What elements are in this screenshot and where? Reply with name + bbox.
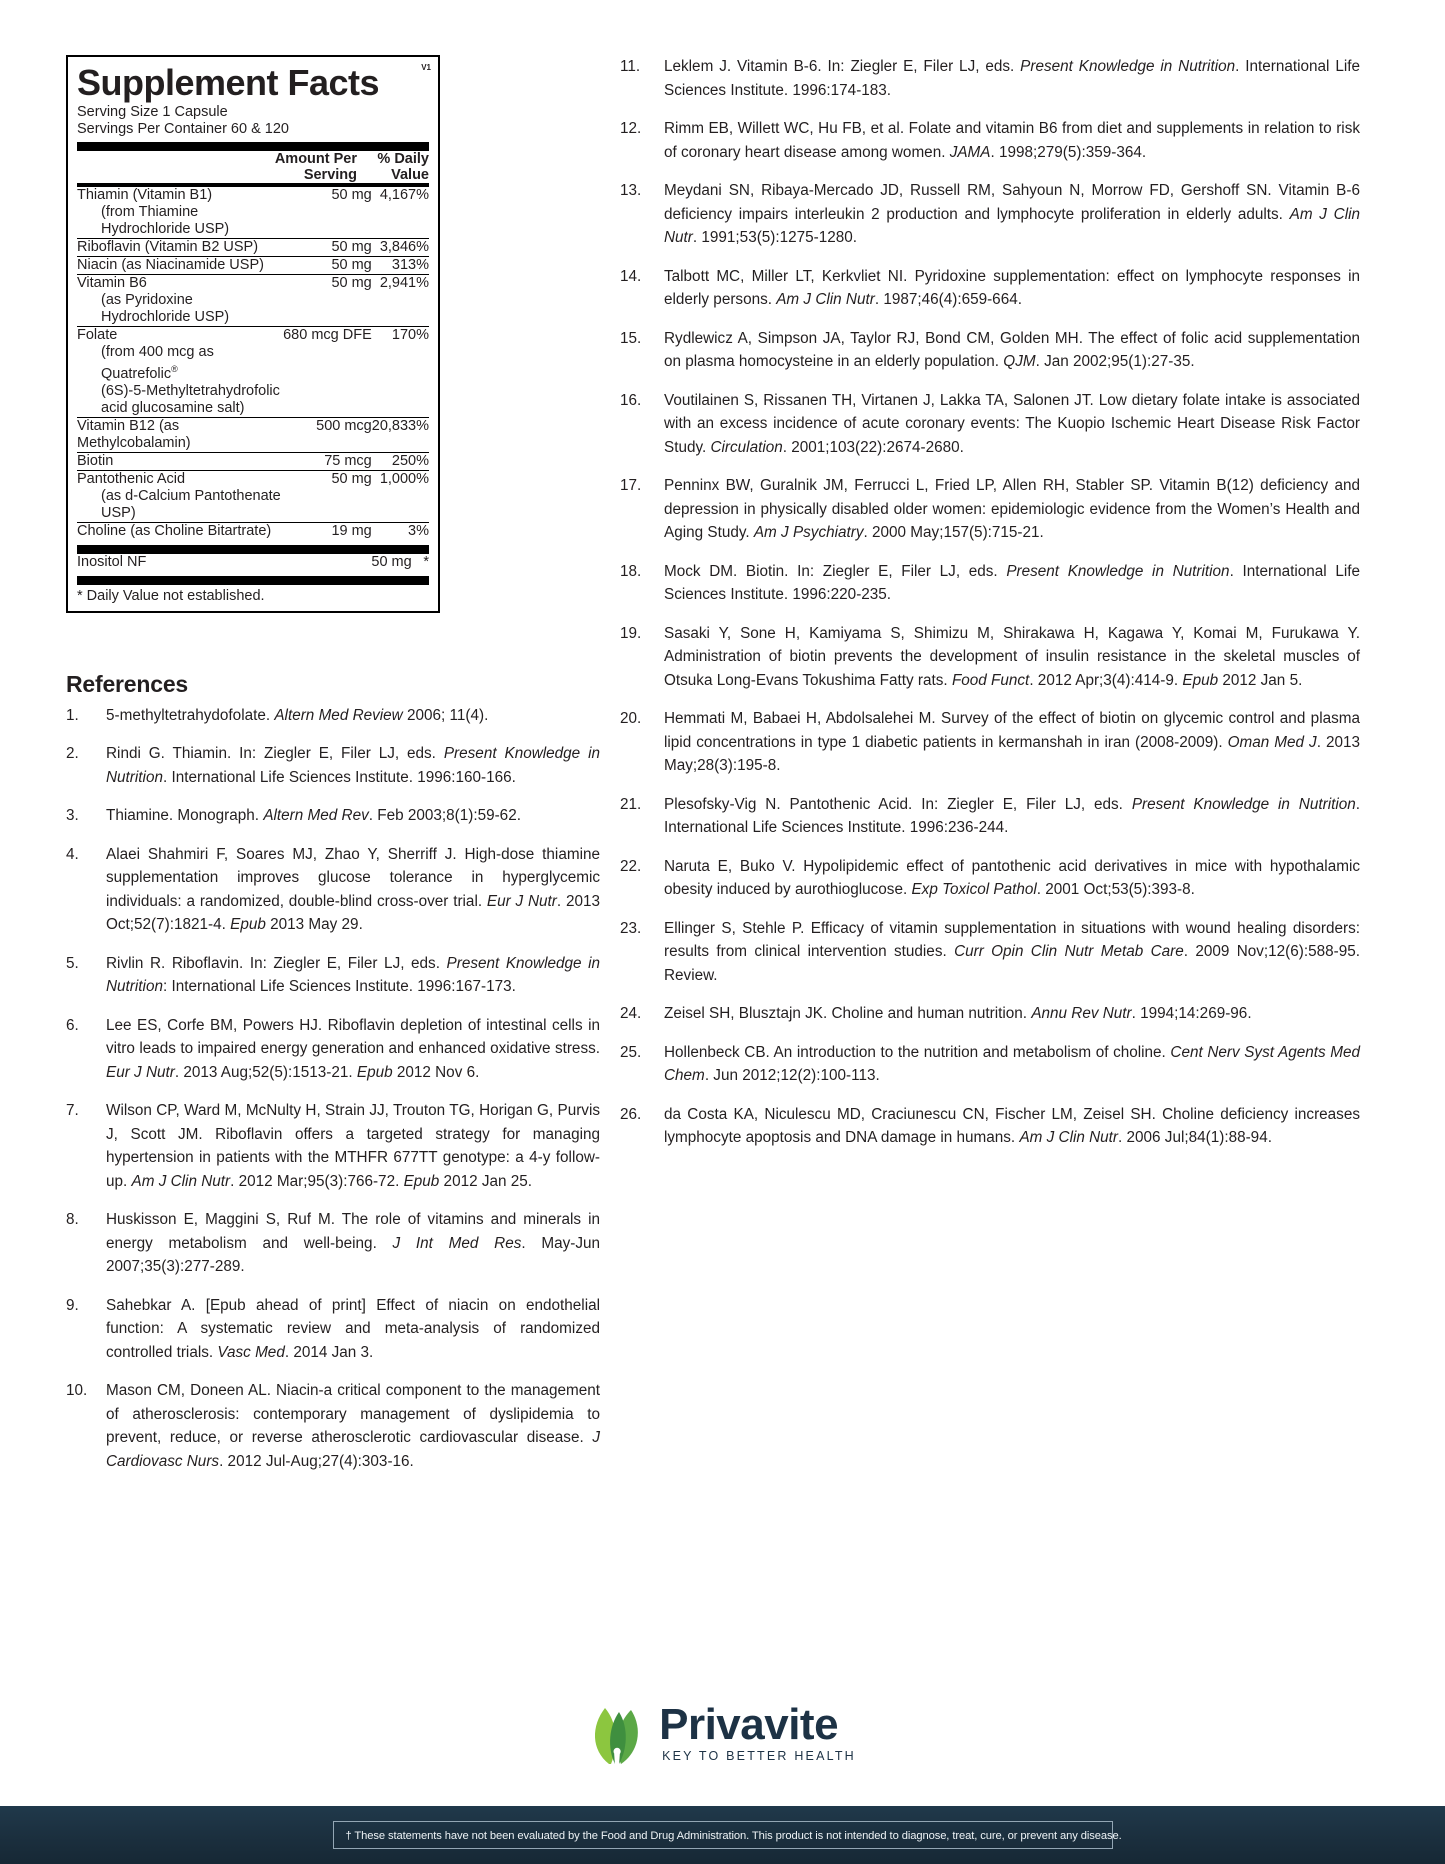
brand-logo-text: [659, 1700, 856, 1764]
reference-item: [620, 622, 1360, 693]
reference-text: Lee ES, Corfe BM, Powers HJ. Riboflavin depletion of intestinal cells in vitro leads to impaired energy generation and enhanced oxidative stress. Eur J Nutr. 2013 Aug;52(5):1513-21. Epub 2012 Nov 6.: [106, 1016, 600, 1081]
nutrient-name: Folate (from 400 mcg as Quatrefolic® (6S)-5-Methyltetrahydrofolic acid glucosamine salt): [77, 327, 283, 417]
reference-item: [66, 1014, 600, 1085]
nutrient-amount: 50 mg: [371, 553, 412, 570]
reference-item: [66, 952, 600, 999]
reference-item: [620, 1002, 1360, 1026]
reference-number: 24.: [620, 1005, 642, 1022]
reference-number: 16.: [620, 391, 642, 409]
nutrient-daily-value: 3%: [408, 522, 429, 539]
nutrient-amount: 50 mg: [331, 257, 372, 273]
nutrient-daily-value: 250%: [391, 452, 429, 469]
reference-text: Alaei Shahmiri F, Soares MJ, Zhao Y, Sherriff J. High-dose thiamine supplementation improves glucose tolerance in hyperglycemic individuals: a randomized, double-blind cross-over trial. Eur J Nutr. 2013 Oct;52(7):1821-4. Epub 2013 May 29.: [106, 845, 600, 934]
reference-text: Meydani SN, Ribaya-Mercado JD, Russell RM, Sahyoun N, Morrow FD, Gershoff SN. Vitamin B-6 deficiency impairs interleukin 2 production and lymphocyte proliferation in elderly adults. Am J Clin Nutr. 1991;53(5):1275-1280.: [664, 182, 1361, 246]
reference-text: Ellinger S, Stehle P. Efficacy of vitamin supplementation in situations with wound healing disorders: results from clinical intervention studies. Curr Opin Clin Nutr Metab Care. 2009 Nov;12(6):588-95. Review.: [664, 919, 1361, 984]
reference-number: 6.: [66, 1016, 79, 1034]
brand-logo-area: [0, 1700, 1445, 1766]
nutrient-name: Choline (as Choline Bitartrate): [77, 522, 272, 539]
header-dv-line1: % Daily: [377, 151, 429, 167]
references-heading: References: [66, 670, 189, 697]
reference-text: Hemmati M, Babaei H, Abdolsalehei M. Survey of the effect of biotin on glycemic control and plasma lipid concentrations in type 1 diabetic patients in kermanshah in iran (2008-2009). Oman Med J. 2013 May;28(3):195-8.: [664, 710, 1360, 774]
nutrient-row: [77, 418, 429, 452]
reference-text: Rivlin R. Riboflavin. In: Ziegler E, Filer LJ, eds. Present Knowledge in Nutrition: International Life Sciences Institute. 1996:167-173.: [106, 954, 600, 996]
divider-thick-bottom: [77, 576, 429, 585]
nutrient-amount: 50 mg: [331, 275, 372, 291]
reference-text: Rimm EB, Willett WC, Hu FB, et al. Folate and vitamin B6 from diet and supplements in relation to risk of coronary heart disease among women. JAMA. 1998;279(5):359-364.: [664, 120, 1360, 161]
reference-text: Sahebkar A. [Epub ahead of print] Effect of niacin on endothelial function: A systematic review and meta-analysis of randomized controlled trials. Vasc Med. 2014 Jan 3.: [106, 1296, 600, 1361]
reference-item: [620, 855, 1360, 902]
reference-item: [620, 793, 1360, 840]
reference-number: 20.: [620, 710, 642, 727]
reference-text: Mason CM, Doneen AL. Niacin-a critical component to the management of atherosclerosis: contemporary management of dyslipidemia to prevent, reduce, or reverse atherosclerotic cardiovascular disease. J Cardiovasc Nurs. 2012 Jul-Aug;27(4):303-16.: [106, 1382, 600, 1470]
reference-item: [66, 804, 600, 828]
disclaimer-text: † These statements have not been evaluated by the Food and Drug Administration. This product is not intended to diagnose, treat, cure, or prevent any disease.: [345, 1830, 1122, 1842]
reference-text: Thiamine. Monograph. Altern Med Rev. Feb 2003;8(1):59-62.: [106, 807, 521, 825]
nutrient-row: [77, 239, 429, 256]
nutrient-daily-value: *: [423, 553, 429, 570]
nutrient-name: Inositol NF: [77, 553, 147, 570]
reference-item: [620, 179, 1360, 250]
header-dv-line2: Value: [391, 167, 429, 183]
reference-text: Penninx BW, Guralnik JM, Ferrucci L, Fried LP, Allen RH, Stabler SP. Vitamin B(12) deficiency and depression in physically disabled older women: epidemiologic evidence from the Women’s Health and Aging Study. Am J Psychiatry. 2000 May;157(5):715-21.: [664, 477, 1360, 541]
reference-number: 21.: [620, 795, 642, 813]
reference-text: 5-methyltetrahydofolate. Altern Med Review 2006; 11(4).: [106, 706, 489, 724]
reference-text: Rindi G. Thiamin. In: Ziegler E, Filer LJ, eds. Present Knowledge in Nutrition. International Life Sciences Institute. 1996:160-166.: [106, 745, 600, 786]
nutrient-amount: 50 mg: [331, 470, 372, 487]
footnote-daily-value: * Daily Value not established.: [77, 587, 265, 604]
nutrient-amount: 50 mg: [331, 239, 372, 255]
reference-number: 3.: [66, 807, 79, 825]
reference-item: [66, 1294, 600, 1365]
header-amount-line1: Amount Per: [274, 151, 357, 167]
reference-item: [620, 327, 1360, 374]
reference-item: [620, 55, 1360, 102]
reference-item: [620, 1103, 1360, 1150]
header-amount-line2: Serving: [303, 167, 357, 183]
reference-item: [620, 560, 1360, 607]
nutrient-name: Vitamin B12 (as Methylcobalamin): [77, 417, 191, 451]
nutrient-name: Niacin (as Niacinamide USP): [77, 257, 264, 273]
version-tag: V1: [421, 63, 431, 72]
right-column: [620, 55, 1445, 1473]
nutrient-daily-value: 2,941%: [379, 275, 429, 291]
nutrient-daily-value: 1,000%: [379, 470, 429, 487]
nutrient-source: (from 400 mcg as Quatrefolic®: [101, 344, 214, 382]
divider-thick-mid: [77, 545, 429, 554]
reference-item: [66, 1379, 600, 1473]
references-list-column2: [620, 55, 1360, 1150]
reference-text: Mock DM. Biotin. In: Ziegler E, Filer LJ, eds. Present Knowledge in Nutrition. International Life Sciences Institute. 1996:220-235.: [664, 562, 1361, 603]
reference-text: Wilson CP, Ward M, McNulty H, Strain JJ, Trouton TG, Horigan G, Purvis J, Scott JM. Riboflavin offers a targeted strategy for managing hypertension in patients with the MTHFR 677TT genotype: a 4-y follow-up. Am J Clin Nutr. 2012 Mar;95(3):766-72. Epub 2012 Jan 25.: [106, 1102, 600, 1190]
brand-tagline: KEY TO BETTER HEALTH: [662, 1749, 856, 1764]
reference-number: 18.: [620, 562, 642, 580]
reference-number: 1.: [66, 706, 79, 724]
nutrient-name: Pantothenic Acid (as d-Calcium Pantothenate USP): [77, 471, 283, 522]
nutrient-rows-below-bar: [77, 554, 429, 571]
reference-text: Huskisson E, Maggini S, Ruf M. The role of vitamins and minerals in energy metabolism and well-being. J Int Med Res. May-Jun 2007;35(3):277-289.: [106, 1211, 600, 1276]
reference-text: Rydlewicz A, Simpson JA, Taylor RJ, Bond CM, Golden MH. The effect of folic acid supplementation on plasma homocysteine in an elderly population. QJM. Jan 2002;95(1):27-35.: [664, 329, 1360, 370]
header-daily-value: [357, 151, 429, 183]
reference-number: 22.: [620, 857, 642, 875]
reference-number: 26.: [620, 1105, 642, 1123]
header-spacer: [77, 151, 245, 183]
reference-item: [620, 1041, 1360, 1088]
nutrient-amount: 50 mg: [331, 187, 372, 203]
nutrition-table: [77, 151, 429, 183]
nutrient-name: Biotin: [77, 452, 114, 469]
reference-number: 9.: [66, 1296, 79, 1314]
footer-bar: [0, 1806, 1445, 1864]
reference-item: [66, 704, 600, 728]
nutrient-row: [77, 471, 429, 522]
nutrient-daily-value: 20,833%: [371, 417, 429, 434]
reference-item: [620, 474, 1360, 545]
nutrient-source: (as d-Calcium Pantothenate USP): [101, 487, 281, 521]
brand-logo: [589, 1700, 856, 1766]
servings-per-container: Servings Per Container 60 & 120: [77, 120, 289, 137]
nutrient-row: [77, 275, 429, 326]
nutrient-amount: 680 mcg DFE: [283, 327, 372, 343]
serving-size: Serving Size 1 Capsule: [77, 104, 228, 120]
reference-number: 19.: [620, 624, 642, 642]
reference-item: [620, 707, 1360, 778]
nutrient-daily-value: 3,846%: [379, 239, 429, 255]
nutrient-rows: [77, 187, 429, 540]
divider-thick-top: [77, 142, 429, 151]
reference-item: [620, 265, 1360, 312]
nutrient-name: Vitamin B6 (as Pyridoxine Hydrochloride USP): [77, 275, 283, 326]
reference-text: Sasaki Y, Sone H, Kamiyama S, Shimizu M, Shirakawa H, Kagawa Y, Komai M, Furukawa Y. Administration of biotin prevents the development of insulin resistance in the skeletal muscles of Otsuka Long-Evans Tokushima Fatty rats. Food Funct. 2012 Apr;3(4):414-9. Epub 2012 Jan 5.: [664, 624, 1360, 689]
reference-number: 17.: [620, 477, 642, 494]
reference-item: [66, 843, 600, 937]
left-column: [0, 55, 620, 1473]
reference-number: 14.: [620, 267, 642, 285]
reference-number: 2.: [66, 745, 79, 763]
header-amount: [245, 151, 357, 183]
reference-number: 23.: [620, 919, 642, 937]
disclaimer-box: [333, 1821, 1122, 1849]
reference-text: Zeisel SH, Blusztajn JK. Choline and human nutrition. Annu Rev Nutr. 1994;14:269-96.: [664, 1005, 1252, 1022]
nutrient-name: Riboflavin (Vitamin B2 USP): [77, 239, 259, 255]
reference-text: Hollenbeck CB. An introduction to the nutrition and metabolism of choline. Cent Nerv Syst Agents Med Chem. Jun 2012;12(2):100-113.: [664, 1043, 1361, 1084]
reference-item: [620, 389, 1360, 460]
reference-number: 12.: [620, 120, 642, 137]
leaf-logo-icon: [589, 1700, 651, 1766]
reference-item: [620, 117, 1360, 164]
brand-name: Privavite: [659, 1700, 839, 1750]
table-header-row: [77, 151, 429, 183]
supplement-facts-title: Supplement Facts: [77, 62, 380, 103]
reference-number: 25.: [620, 1043, 642, 1061]
nutrient-name: Thiamin (Vitamin B1) (from Thiamine Hydrochloride USP): [77, 187, 283, 238]
nutrient-daily-value: 313%: [391, 257, 429, 273]
reference-item: [66, 1099, 600, 1193]
nutrient-source: (from Thiamine Hydrochloride USP): [101, 204, 230, 237]
nutrient-amount: 19 mg: [331, 522, 372, 539]
nutrient-row: [77, 257, 429, 274]
reference-number: 4.: [66, 845, 79, 863]
nutrient-amount: 75 mcg: [324, 452, 372, 469]
reference-text: Voutilainen S, Rissanen TH, Virtanen J, Lakka TA, Salonen JT. Low dietary folate intake is associated with an excess incidence of acute coronary events: The Kuopio Ischemic Heart Disease Risk Factor Study. Circulation. 2001;103(22):2674-2680.: [664, 391, 1360, 456]
reference-number: 15.: [620, 329, 642, 347]
nutrient-row: [77, 327, 429, 417]
reference-text: Leklem J. Vitamin B-6. In: Ziegler E, Filer LJ, eds. Present Knowledge in Nutrition. International Life Sciences Institute. 1996:174-183.: [664, 58, 1361, 99]
nutrient-source-2: (6S)-5-Methyltetrahydrofolic acid glucosamine salt): [101, 382, 280, 416]
reference-number: 8.: [66, 1211, 79, 1229]
reference-item: [66, 742, 600, 789]
references-list-column1: [66, 704, 600, 1474]
reference-number: 10.: [66, 1382, 88, 1400]
nutrient-daily-value: 4,167%: [379, 187, 429, 203]
reference-text: Plesofsky-Vig N. Pantothenic Acid. In: Ziegler E, Filer LJ, eds. Present Knowledge in Nutrition. International Life Sciences Institute. 1996:236-244.: [664, 795, 1361, 836]
nutrient-row: [77, 187, 429, 238]
reference-number: 7.: [66, 1102, 79, 1120]
reference-text: Talbott MC, Miller LT, Kerkvliet NI. Pyridoxine supplementation: effect on lymphocyte responses in elderly persons. Am J Clin Nutr. 1987;46(4):659-664.: [664, 267, 1360, 308]
nutrient-row: [77, 453, 429, 470]
nutrient-source: (as Pyridoxine Hydrochloride USP): [101, 292, 230, 325]
nutrient-row: [77, 554, 429, 571]
reference-text: Naruta E, Buko V. Hypolipidemic effect of pantothenic acid derivatives in mice with hypothalamic obesity induced by aurothioglucose. Exp Toxicol Pathol. 2001 Oct;53(5):393-8.: [664, 857, 1360, 898]
reference-item: [66, 1208, 600, 1279]
nutrient-row: [77, 523, 429, 540]
content-columns: [0, 55, 1445, 1473]
reference-item: [620, 917, 1360, 988]
nutrient-amount: 500 mcg: [316, 417, 372, 434]
reference-number: 13.: [620, 182, 642, 199]
supplement-facts-panel: [66, 55, 440, 613]
nutrient-daily-value: 170%: [391, 327, 429, 343]
reference-text: da Costa KA, Niculescu MD, Craciunescu CN, Fischer LM, Zeisel SH. Choline deficiency increases lymphocyte apoptosis and DNA damage in humans. Am J Clin Nutr. 2006 Jul;84(1):88-94.: [664, 1105, 1360, 1146]
reference-number: 11.: [620, 58, 641, 75]
reference-number: 5.: [66, 954, 79, 972]
